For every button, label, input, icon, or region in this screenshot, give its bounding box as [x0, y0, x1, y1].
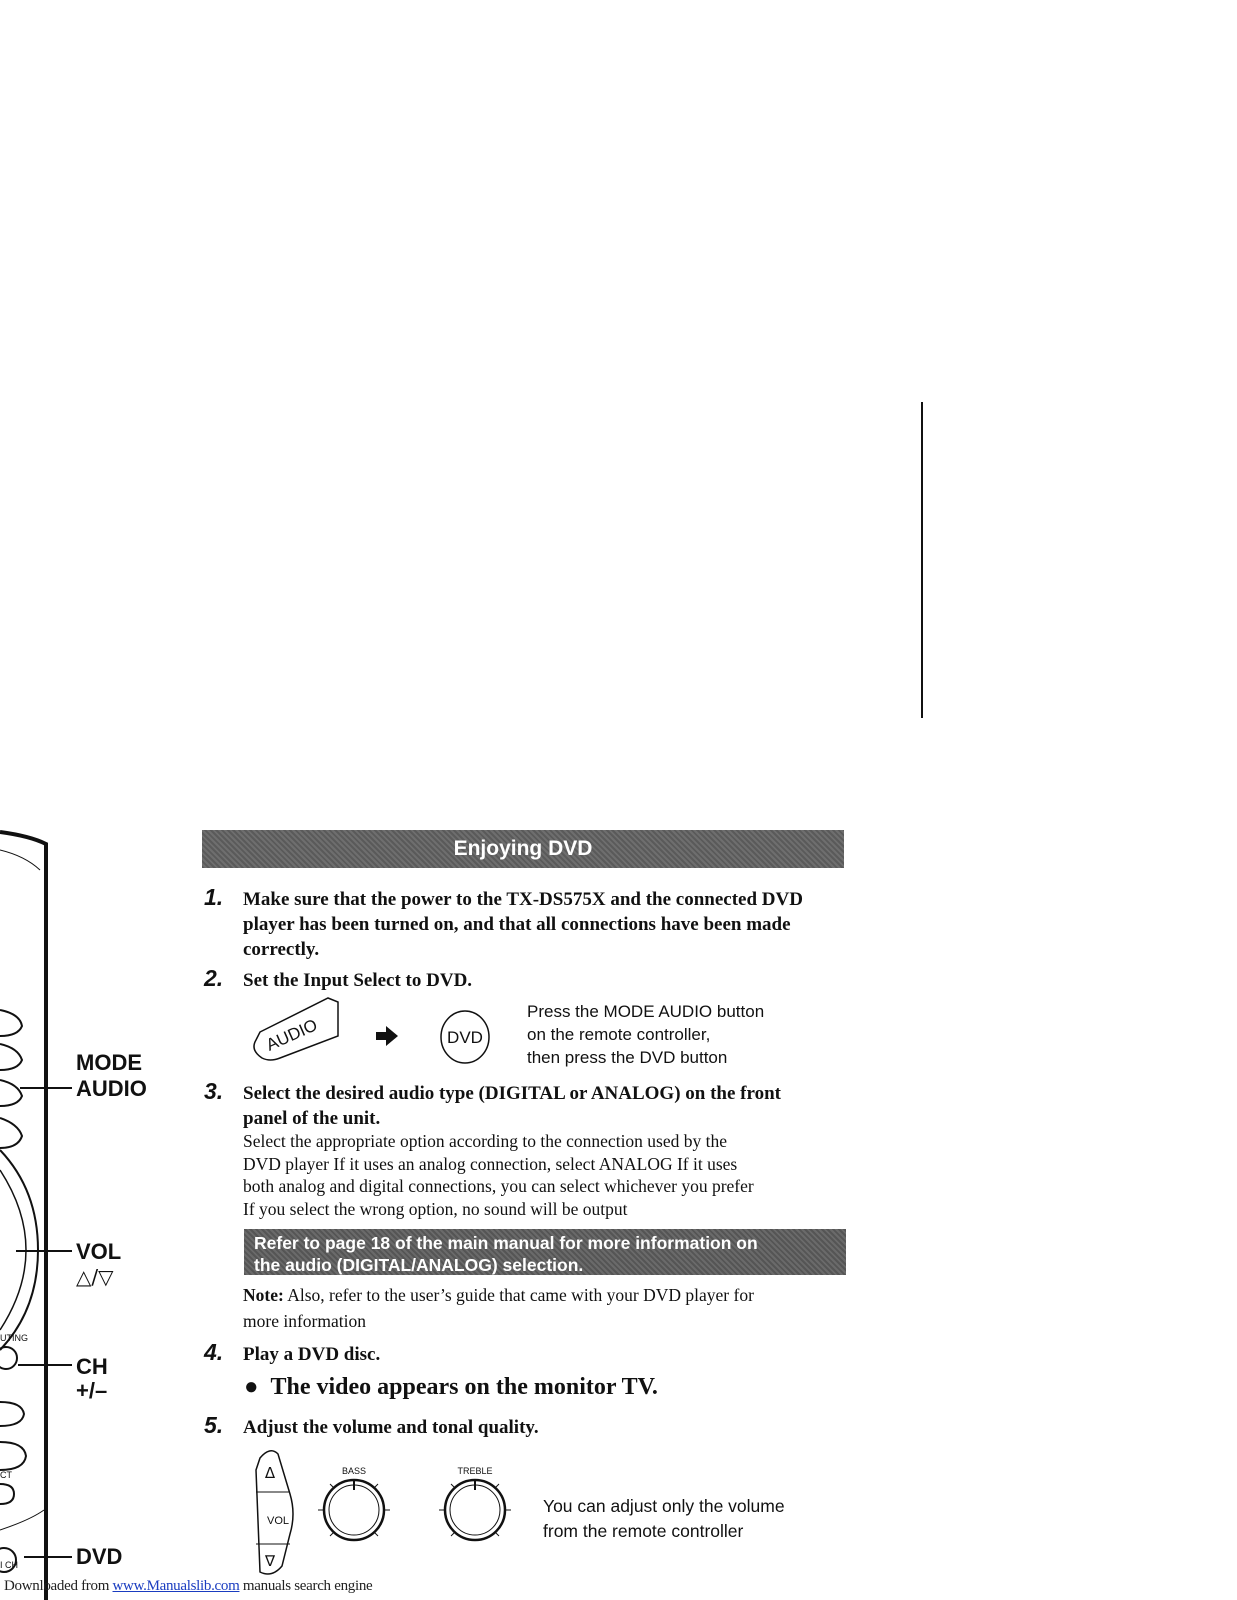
note-label: Note:: [243, 1285, 284, 1305]
section-title: Enjoying DVD: [202, 830, 844, 868]
refer-box-line: the audio (DIGITAL/ANALOG) selection.: [254, 1255, 584, 1275]
note-text-line: more information: [243, 1311, 366, 1331]
dvd-leader-line: [24, 1556, 72, 1558]
step-3-heading: [243, 1081, 847, 1131]
step-number-1: 1.: [204, 884, 224, 910]
step-5-heading: Adjust the volume and tonal quality.: [243, 1417, 539, 1438]
step-2-note-line: Press the MODE AUDIO button: [527, 1002, 765, 1021]
step-3-body-line: both analog and digital connections, you can select whichever you prefer: [243, 1176, 754, 1196]
step-1-heading-line: player has been turned on, and that all connections have been made: [243, 914, 791, 935]
callout-vol: VOL: [76, 1239, 122, 1264]
step-4-heading: Play a DVD disc.: [243, 1344, 381, 1365]
remote-label-ich: I CH: [0, 1560, 18, 1570]
footer-prefix: Downloaded from: [4, 1578, 113, 1594]
callout-dvd: DVD: [76, 1544, 123, 1569]
step-3-body-line: DVD player If it uses an analog connection, select ANALOG If it uses: [243, 1153, 738, 1174]
remote-label-muting: UTING: [0, 1333, 28, 1343]
remote-controller-illustration: [0, 830, 60, 1600]
step-3-body: [243, 1130, 847, 1220]
download-footer: [4, 1578, 372, 1595]
callout-ch: CH: [76, 1354, 108, 1379]
page-divider-rule: [921, 402, 923, 718]
step-1-heading-line: correctly.: [243, 939, 320, 960]
step-5-note-line: You can adjust only the volume: [543, 1496, 785, 1516]
refer-callout-box: [244, 1229, 846, 1275]
callout-ch-plus-minus: +/–: [76, 1378, 108, 1403]
callout-mode: MODE: [76, 1050, 142, 1075]
vol-leader-line: [16, 1250, 72, 1252]
refer-box-line: Refer to page 18 of the main manual for more information on: [254, 1233, 758, 1253]
step-2-note: [527, 1000, 764, 1069]
step-2-heading: Set the Input Select to DVD.: [243, 970, 473, 991]
audio-button-illustration: [248, 996, 348, 1066]
step-5-note: [543, 1494, 785, 1544]
step-number-2: 2.: [204, 965, 224, 991]
dvd-button-label: DVD: [447, 1028, 483, 1047]
callout-vol-arrows: △/▽: [76, 1265, 114, 1289]
step-3-body-line: If you select the wrong option, no sound will be output: [243, 1198, 628, 1219]
step-2-note-line: then press the DVD button: [527, 1048, 728, 1067]
bullet-icon: ●: [244, 1374, 259, 1400]
manualslib-link[interactable]: www.Manualslib.com: [112, 1578, 240, 1594]
step-number-5: 5.: [204, 1412, 224, 1438]
vol-up-icon: Δ: [264, 1464, 276, 1482]
footer-suffix: manuals search engine: [239, 1578, 373, 1594]
vol-down-icon: ∇: [264, 1552, 276, 1570]
step-3-heading-line: Select the desired audio type (DIGITAL or ANALOG) on the front: [243, 1083, 781, 1104]
note-text: Also, refer to the user’s guide that came with your DVD player for: [283, 1285, 754, 1305]
ch-leader-line: [18, 1364, 72, 1366]
bass-label: BASS: [341, 1466, 367, 1476]
step-number-4: 4.: [204, 1339, 224, 1365]
step-4-bullet-text: The video appears on the monitor TV.: [270, 1374, 658, 1400]
step-3-heading-line: panel of the unit.: [243, 1108, 381, 1129]
step-1-heading-line: Make sure that the power to the TX-DS575X and the connected DVD: [243, 889, 803, 910]
audio-leader-line: [20, 1087, 72, 1089]
treble-label: TREBLE: [457, 1466, 493, 1476]
vol-rocker-label: VOL: [266, 1515, 290, 1527]
callout-audio: AUDIO: [76, 1076, 147, 1101]
audio-button-label: AUDIO: [263, 1015, 321, 1055]
remote-label-ct: CT: [0, 1470, 12, 1480]
dvd-button-illustration: [437, 1009, 493, 1065]
step-number-3: 3.: [204, 1078, 224, 1104]
volume-tone-illustration: [248, 1448, 518, 1594]
step-3-body-line: Select the appropriate option according to the connection used by the: [243, 1131, 728, 1151]
step-5-note-line: from the remote controller: [543, 1521, 744, 1541]
note-paragraph: [243, 1282, 853, 1334]
step-4-bullet: [244, 1372, 658, 1402]
step-2-note-line: on the remote controller,: [527, 1025, 711, 1044]
step-1-heading: [243, 887, 847, 962]
arrow-right-icon: [374, 1024, 400, 1048]
